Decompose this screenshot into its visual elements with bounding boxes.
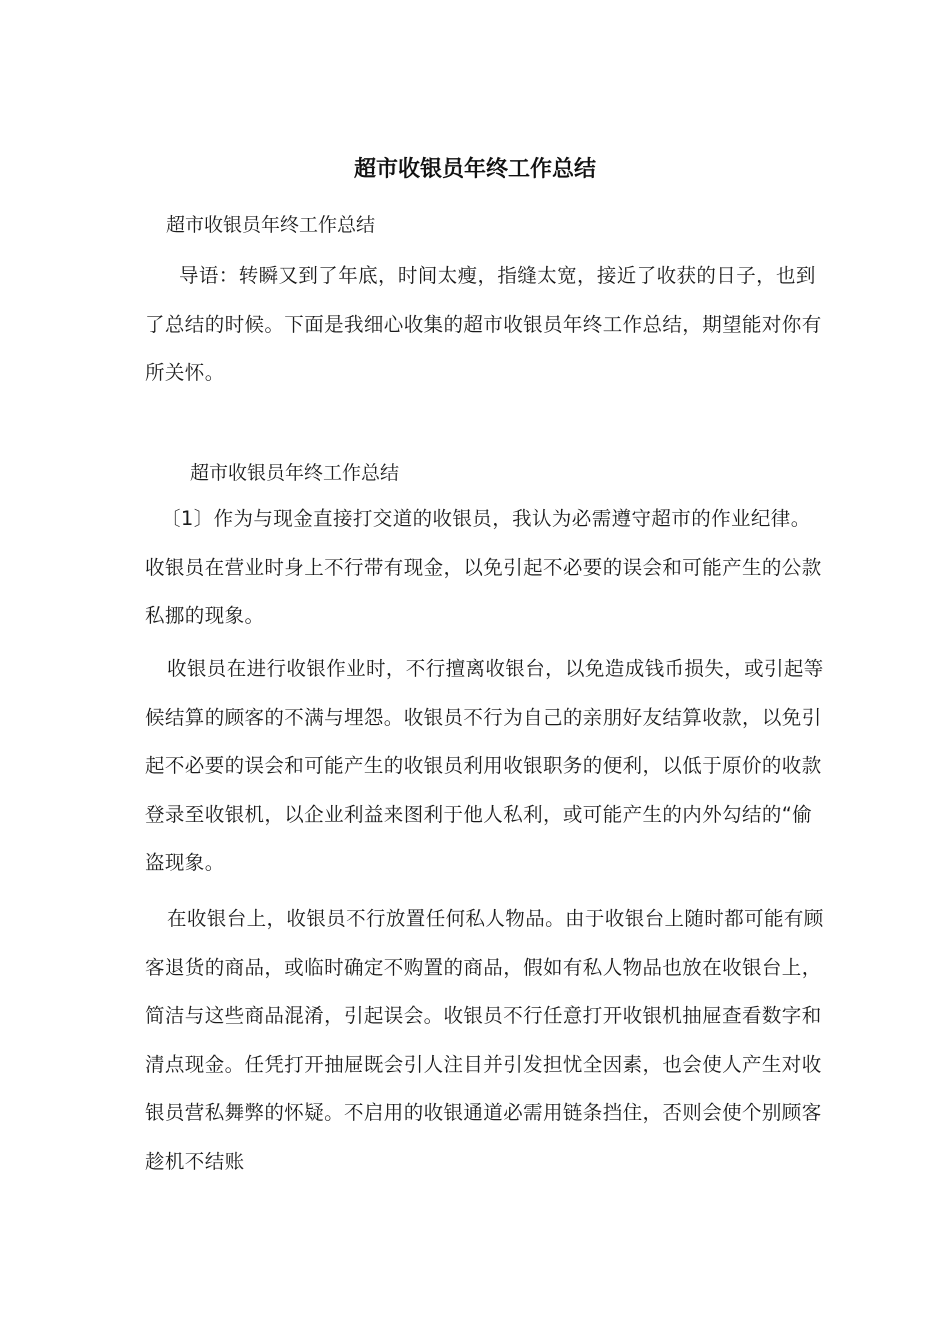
body-paragraph-1: 〔1〕作为与现金直接打交道的收银员，我认为必需遵守超市的作业纪律。收银员在营业时身上不行带有现金，以免引起不必要的误会和可能产生的公款私挪的现象。: [145, 507, 822, 627]
section-heading: 超市收银员年终工作总结: [190, 462, 400, 484]
body-paragraph-2: 收银员在进行收银作业时，不行擅离收银台，以免造成钱币损失，或引起等候结算的顾客的不满与埋怨。收银员不行为自己的亲朋好友结算收款，以免引起不必要的误会和可能产生的收银员利用收银职务的便利，以低于原价的收款登录至收银机，以企业利益来图利于他人私利，或可能产生的内外勾结的“偷盗现象。: [145, 657, 824, 874]
document-subtitle: 超市收银员年终工作总结: [166, 214, 376, 236]
document-title: 超市收银员年终工作总结: [353, 156, 596, 182]
body-paragraph-3: 在收银台上，收银员不行放置任何私人物品。由于收银台上随时都可能有顾客退货的商品，或临时确定不购置的商品，假如有私人物品也放在收银台上，简洁与这些商品混淆，引起误会。收银员不行任意打开收银机抽屉查看数字和清点现金。任凭打开抽屉既会引人注目并引发担忧全因素，也会使人产生对收银员营私舞弊的怀疑。不启用的收银通道必需用链条挡住，否则会使个别顾客趁机不结账: [145, 907, 824, 1173]
intro-paragraph: 导语：转瞬又到了年底，时间太瘦，指缝太宽，接近了收获的日子，也到了总结的时候。下面是我细心收集的超市收银员年终工作总结，期望能对你有所关怀。: [145, 264, 822, 384]
